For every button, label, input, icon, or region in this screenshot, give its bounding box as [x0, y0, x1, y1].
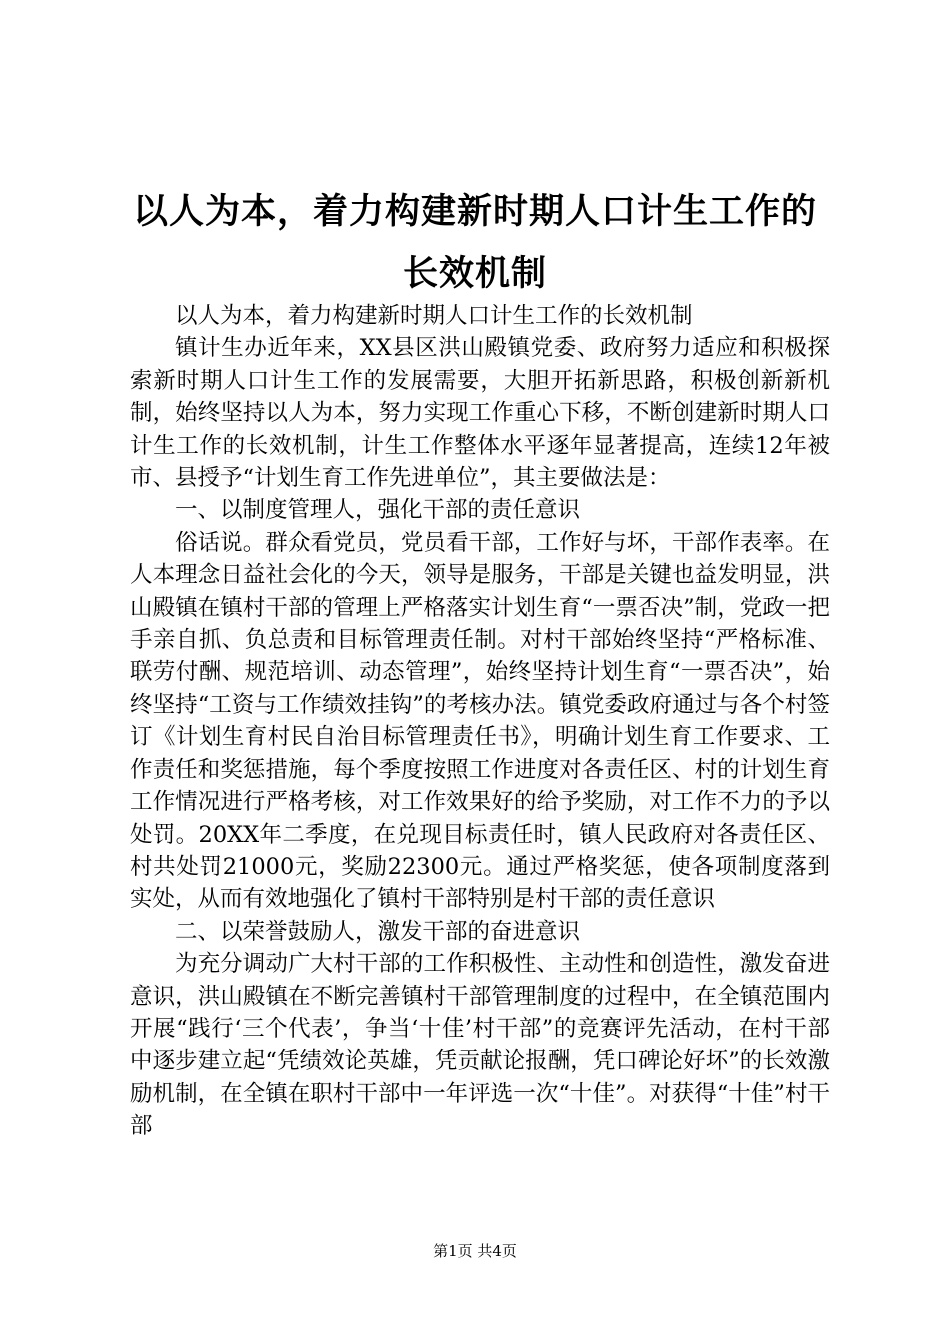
- section-heading-2: 二、以荣誉鼓励人，激发干部的奋进意识: [175, 918, 581, 945]
- paragraph-section-1: 俗话说。群众看党员，党员看干部，工作好与坏，干部作表率。在人本理念日益社会化的今天，领导是服务，干部是关键也益发明显，洪山殿镇在镇村干部的管理上严格落实计划生育“一票否决”制，党政一把手亲自抓、负总责和目标管理责任制。对村干部始终坚持“严格标准、联劳付酬、规范培训、动态管理”，始终坚持计划生育“一票否决”，始终坚持“工资与工作绩效挂钩”的考核办法。镇党委政府通过与各个村签订《计划生育村民自治目标管理责任书》，明确计划生育工作要求、工作责任和奖惩措施，每个季度按照工作进度对各责任区、村的计划生育工作情况进行严格考核，对工作效果好的给予奖励，对工作不力的予以处罚。20XX年二季度，在兑现目标责任时，镇人民政府对各责任区、村共处罚21000元，奖励22300元。通过严格奖惩，使各项制度落到实处，从而有效地强化了镇村干部特别是村干部的责任意识: [130, 529, 830, 913]
- document-body: [130, 300, 830, 1143]
- section-heading-1: 一、以制度管理人，强化干部的责任意识: [175, 497, 581, 524]
- document-title: 以人为本，着力构建新时期人口计生工作的长效机制: [132, 191, 817, 295]
- page-number-footer: 第1页 共4页: [433, 1242, 517, 1260]
- paragraph-subtitle: 以人为本，着力构建新时期人口计生工作的长效机制: [175, 303, 693, 329]
- paragraph-intro: 镇计生办近年来，XX县区洪山殿镇党委、政府努力适应和积极探索新时期人口计生工作的发展需要，大胆开拓新思路，积极创新新机制，始终坚持以人为本，努力实现工作重心下移，不断创建新时期人口计生工作的长效机制，计生工作整体水平逐年显著提高，连续12年被市、县授予“计划生育工作先进单位”，其主要做法是：: [130, 335, 830, 492]
- paragraph-section-2: 为充分调动广大村干部的工作积极性、主动性和创造性，激发奋进意识，洪山殿镇在不断完善镇村干部管理制度的过程中，在全镇范围内开展“践行‘三个代表’，争当‘十佳’村干部”的竞赛评先活动，在村干部中逐步建立起“凭绩效论英雄，凭贡献论报酬，凭口碑论好坏”的长效激励机制，在全镇在职村干部中一年评选一次“十佳”。对获得“十佳”村干部: [130, 951, 830, 1140]
